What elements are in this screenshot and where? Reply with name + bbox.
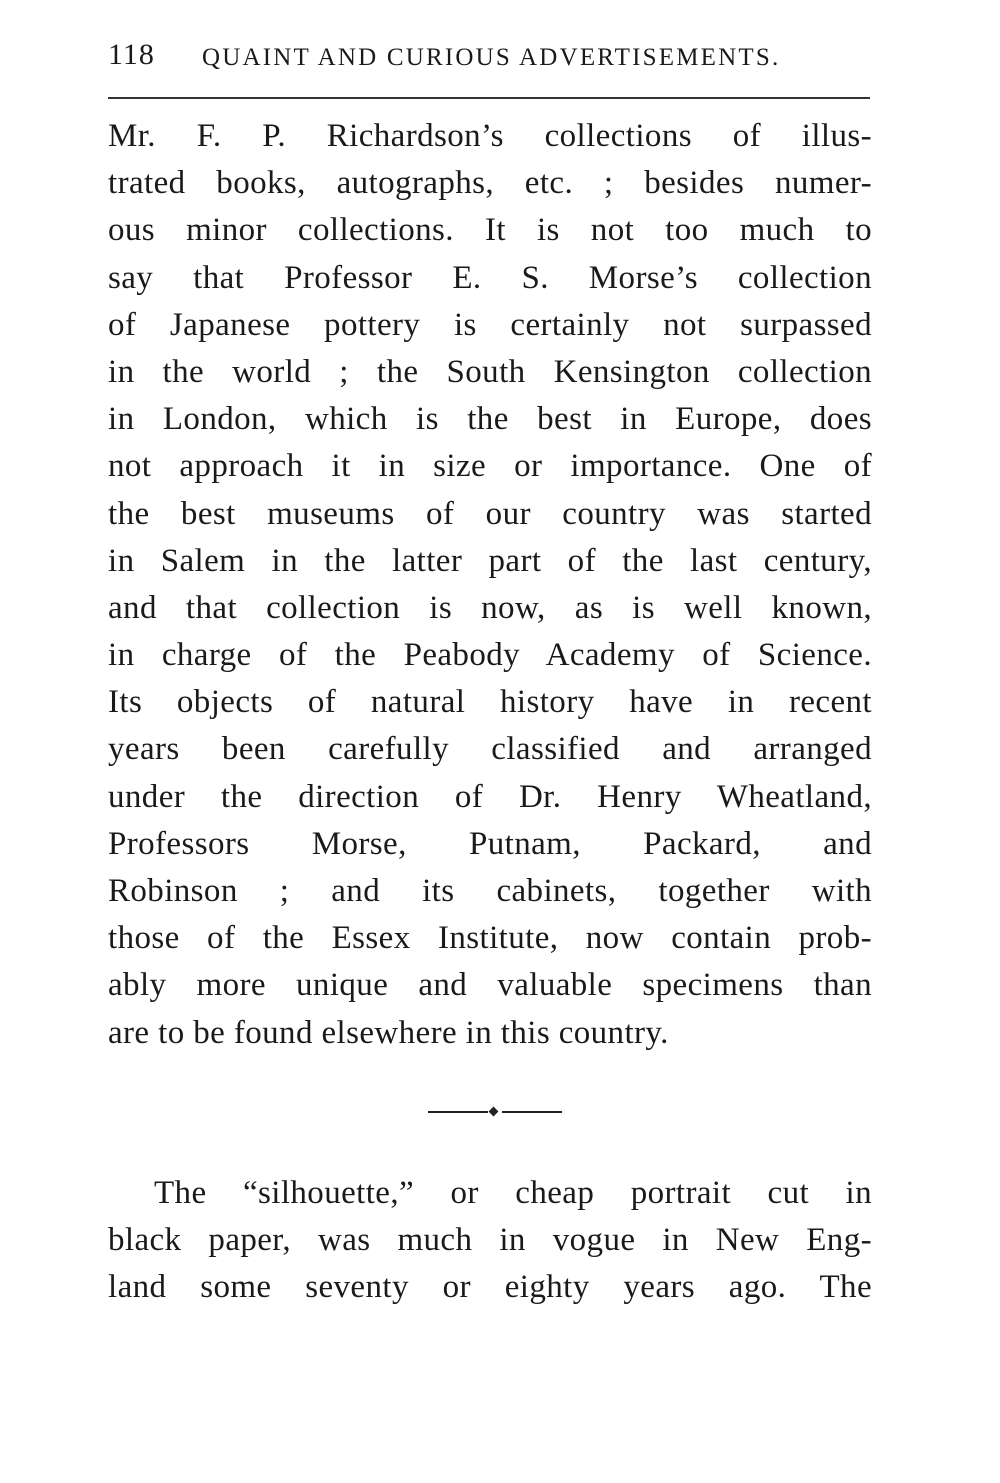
running-title: QUAINT AND CURIOUS ADVERTISEMENTS. [202, 44, 781, 71]
header-rule [108, 97, 870, 99]
text-line: in London, which is the best in Europe, does [108, 401, 872, 438]
text-line: in charge of the Peabody Academy of Science. [108, 637, 872, 674]
text-line: ably more unique and valuable specimens than [108, 967, 872, 1004]
page-number: 118 [108, 38, 155, 71]
text-line: the best museums of our country was started [108, 495, 872, 532]
text-line: say that Professor E. S. Morse’s collection [108, 259, 872, 296]
text-line: Professors Morse, Putnam, Packard, and [108, 825, 872, 862]
paragraph-collections [108, 113, 872, 1057]
text-line: black paper, was much in vogue in New Eng- [108, 1222, 872, 1259]
text-line: not approach it in size or importance. One of [108, 448, 872, 485]
text-line: years been carefully classified and arranged [108, 731, 872, 768]
text-line: Its objects of natural history have in recent [108, 684, 872, 721]
text-line: are to be found elsewhere in this country. [108, 1014, 669, 1051]
text-line: in Salem in the latter part of the last century, [108, 542, 872, 579]
paragraph-silhouette [108, 1170, 872, 1312]
page-header [108, 30, 870, 74]
text-line: under the direction of Dr. Henry Wheatland, [108, 778, 872, 815]
text-line: ous minor collections. It is not too much to [108, 212, 872, 249]
section-divider-ornament [428, 1108, 562, 1116]
text-line: in the world ; the South Kensington collection [108, 353, 872, 390]
text-line: and that collection is now, as is well known, [108, 589, 872, 626]
text-line: land some seventy or eighty years ago. The [108, 1269, 872, 1306]
text-line: Robinson ; and its cabinets, together with [108, 873, 872, 909]
text-line: trated books, autographs, etc. ; besides numer- [108, 165, 872, 202]
divider-rule-left [428, 1111, 488, 1113]
diamond-icon [489, 1107, 499, 1117]
divider-rule-right [502, 1111, 562, 1113]
text-line: of Japanese pottery is certainly not surpassed [108, 306, 872, 343]
text-line: The “silhouette,” or cheap portrait cut in [154, 1175, 872, 1211]
text-line: Mr. F. P. Richardson’s collections of illus- [108, 118, 872, 154]
text-line: those of the Essex Institute, now contain prob- [108, 920, 872, 957]
